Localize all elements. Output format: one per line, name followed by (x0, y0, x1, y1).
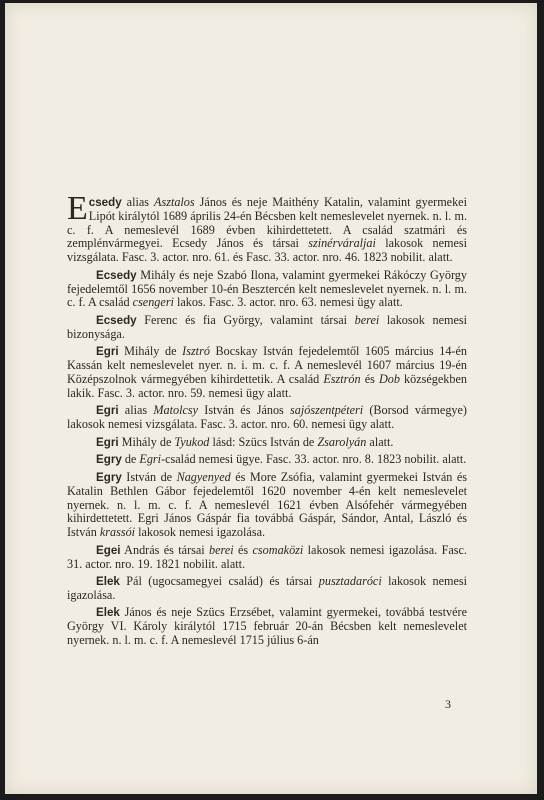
entry-surname: Egry (96, 453, 122, 467)
entry (67, 453, 467, 467)
entry-italic-text: Matolcsy (153, 403, 199, 418)
entry-italic-text: csengeri (132, 295, 174, 310)
entry-text: János és neje Maithény Katalin, valamint gyermekei Lipót királytól 1689 április 24-én Bécsben kelt nemeslevelet nyernek. n. l. m. c. f. A nemeslevél 1689 évben kihirdettetett. A család szatmári és zemplénvármegyei. Ecsedy János és társai (67, 195, 467, 251)
entry-text: Mihály de (118, 434, 175, 449)
entry (67, 606, 467, 647)
entry (67, 436, 467, 450)
entry (67, 269, 467, 310)
entry-italic-text: Egri (139, 452, 162, 467)
entry-text: lásd: Szücs István de (209, 434, 318, 449)
entry-text: és (233, 542, 253, 557)
entry-italic-text: Isztró (182, 344, 210, 359)
entry-text: alias (118, 403, 154, 418)
entry-italic-text: Asztalos (154, 195, 195, 209)
entry-text: Pál (ugocsamegyei család) és társai (119, 574, 319, 589)
entry-surname: Egry (96, 470, 122, 484)
entry-text: Mihály de (118, 344, 183, 359)
page-number: 3 (445, 697, 451, 711)
entry-text: János és neje Szücs Erzsébet, valamint gyermekei, továbbá testvére György VI. Károly királytól 1715 február 20-án Bécsben kelt nemeslevelet nyernek. n. l. m. c. f. A nemeslevél 1715 július 6-án (67, 605, 467, 648)
entry-surname: csedy (88, 196, 122, 209)
entry-surname: Elek (96, 606, 120, 620)
entry-text: de (121, 452, 140, 467)
entry-text: István de (121, 469, 177, 484)
entry-text: és More Zsófia, valamint gyermekei István és Katalin Bethlen Gábor fejedelemtől 1620 november 4-én kelt nemeslevelet nyernek. n. l. m. c. f. A nemeslevél 1621 évben Alsófehér vármegyében kihirdettetett. Egri János Gáspár fia továbbá Gáspár, Sándor, Antal, László és István (67, 469, 467, 540)
entry-italic-text: szinérváraljai (308, 236, 376, 251)
entry-italic-text: pusztadaróci (318, 574, 382, 589)
entry-surname: Egri (96, 435, 119, 449)
entry-text: István és János (198, 403, 291, 418)
entry-text: -család nemesi ügye. Fasc. 33. actor. nro. 8. 1823 nobilit. alatt. (161, 452, 467, 467)
entry-text: (Borsod vármegye) lakosok nemesi vizsgálata. Fasc. 3. actor. nro. 60. nemesi ügy alatt. (67, 403, 467, 432)
entry-surname: Egei (96, 543, 121, 557)
entry-italic-text: berei (354, 312, 380, 327)
entry-text: lakosok nemesi bizonysága. (67, 312, 467, 341)
entry-text: lakosok nemesi igazolása. Fasc. 31. actor. nro. 19. 1821 nobilit. alatt. (67, 542, 467, 571)
entry-italic-text: sajószentpéteri (290, 403, 364, 418)
entry-italic-text: Nagyenyed (176, 469, 231, 484)
entry-italic-text: Tyukod (174, 434, 210, 449)
entry-text: alias (121, 195, 155, 209)
entries-list (67, 190, 467, 652)
entry-text: lakos. Fasc. 3. actor. nro. 63. nemesi ügy alatt. (173, 295, 403, 310)
entry (67, 575, 467, 603)
entry-text: András és társai (120, 542, 210, 557)
entry (67, 544, 467, 572)
entry-text: községekben lakik. Fasc. 3. actor. nro. 59. nemesi ügy alatt. (67, 371, 467, 400)
entry-text: Bocskay István fejedelemtől 1605 március 14-én Kassán kelt nemeslevelet nyer. n. i. m. c. f. A nemeslevél 1607 március 19-én Középszolnok vármegyében kihirdettetik. A család (67, 344, 467, 386)
entry-text: Mihály és neje Szabó Ilona, valamint gyermekei Rákóczy György fejedelemtől 1656 november 10-én Besztercén kelt nemeslevelet nyernek. n. l. m. c. f. A család (67, 267, 467, 310)
entry (67, 404, 467, 432)
entry-text: Ferenc és fia György, valamint társai (136, 312, 355, 327)
entry (67, 471, 467, 540)
entry (67, 345, 467, 400)
entry-text: lakosok nemesi igazolása. (67, 574, 467, 602)
entry-italic-text: Esztrón (323, 371, 361, 386)
entry (67, 314, 467, 342)
entry-surname: Egri (96, 345, 119, 359)
entry-text: alatt. (366, 434, 394, 449)
entry-text: lakosok nemesi vizsgálata. Fasc. 3. actor. nro. 61. és Fasc. 33. actor. nro. 46. 1823 nobilit. alatt. (67, 236, 467, 265)
entry-italic-text: Dob (378, 371, 400, 386)
entry-surname: Ecsedy (96, 268, 137, 282)
entry-italic-text: krassói (99, 525, 136, 540)
entry (67, 190, 467, 265)
entry-surname: Elek (96, 575, 120, 589)
drop-cap-initial: E (67, 190, 88, 227)
entry-italic-text: csomaközi (252, 542, 304, 557)
entry-text: és (360, 371, 379, 386)
entry-italic-text: Zsarolyán (317, 434, 367, 449)
entry-text: lakosok nemesi igazolása. (135, 525, 266, 540)
document-page (5, 3, 537, 794)
entry-italic-text: berei (209, 542, 234, 557)
entry-surname: Egri (96, 404, 119, 418)
entry-surname: Ecsedy (96, 313, 137, 327)
